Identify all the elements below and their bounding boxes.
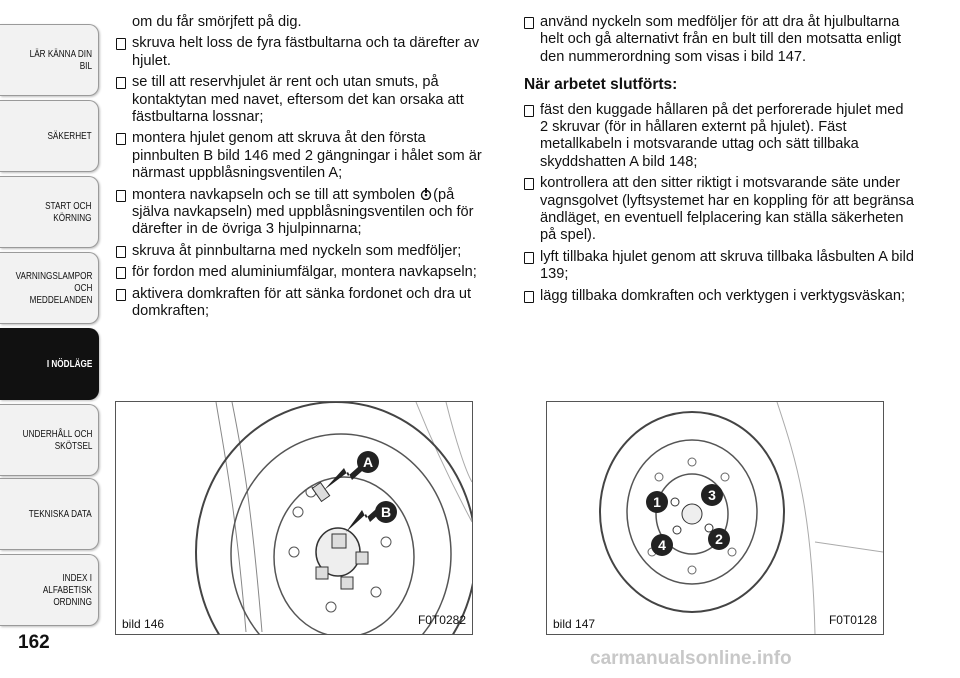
bolt-tightening-order-illustration — [547, 402, 883, 634]
checkbox-bullet-icon — [116, 133, 126, 145]
list-item: se till att reservhjulet är rent och utan smuts, på kontaktytan med navet, eftersom det kan orsaka att fästbultarna lossnar; — [116, 74, 486, 126]
wheel-mounting-illustration — [116, 402, 472, 634]
list-item: fäst den kuggade hållaren på det perforerade hjulet med 2 skruvar (för in hållaren externt på hjulet). Fäst metallkabeln i motsvarande uttag och sätt tillbaka skyddshatten A bild 148; — [524, 102, 914, 172]
list-item: lyft tillbaka hjulet genom att skruva tillbaka låsbulten A bild 139; — [524, 249, 914, 284]
tab-label: VARNINGSLAMPOR OCH MEDDELANDEN — [15, 270, 92, 306]
figure-caption: bild 147 — [553, 617, 596, 631]
list-item: använd nyckeln som medföljer för att dra åt hjulbultarna helt och gå alternativt från en bult till den motsatta enligt den nummerordning som visas i bild 147. — [524, 14, 914, 66]
page-number: 162 — [18, 632, 50, 653]
figure-147 — [546, 401, 884, 635]
tab-label: START OCH KÖRNING — [45, 200, 92, 224]
list-item: aktivera domkraften för att sänka fordonet och dra ut domkraften; — [116, 286, 486, 321]
continuation-text: om du får smörjfett på dig. — [132, 14, 302, 30]
figure-code: F0T0128 — [828, 613, 877, 627]
tab-underhall-och-skotsel[interactable] — [0, 404, 99, 476]
list-item: för fordon med aluminiumfälgar, montera navkapseln; — [116, 264, 486, 281]
callout-label: 1 — [653, 494, 661, 510]
tab-label: SÄKERHET — [47, 130, 92, 142]
checkbox-bullet-icon — [116, 289, 126, 301]
left-column — [116, 14, 486, 325]
tab-label: INDEX I ALFABETISK ORDNING — [42, 572, 92, 608]
watermark: carmanualsonline.info — [590, 648, 792, 669]
callout-label: 4 — [658, 537, 666, 553]
checkbox-bullet-icon — [524, 252, 534, 264]
section-heading: När arbetet slutförts: — [524, 76, 678, 94]
tab-label: I NÖDLÄGE — [46, 358, 92, 370]
tab-tekniska-data[interactable] — [0, 478, 99, 550]
wheel-valve-icon — [419, 188, 433, 200]
callout-label: 3 — [708, 487, 716, 503]
list-item: kontrollera att den sitter riktigt i motsvarande säte under vagnsgolvet (lyftsystemet har en koppling för att begränsa ändläget, en eventuell felplacering kan ställa säkerheten på spel). — [524, 175, 914, 245]
list-item: montera hjulet genom att skruva åt den första pinnbulten B bild 146 med 2 gängningar i hålet som är närmast uppblåsningsventilen A; — [116, 130, 486, 182]
checkbox-bullet-icon — [116, 77, 126, 89]
figure-code: F0T0282 — [417, 613, 466, 627]
list-item: montera navkapseln och se till att symbolen (på själva navkapseln) med uppblåsningsventilen och för därefter in de övriga 3 hjulpinnarna; — [116, 187, 486, 239]
callout-label: 2 — [715, 531, 723, 547]
checkbox-bullet-icon — [524, 291, 534, 303]
chapter-tabs — [0, 0, 101, 678]
checkbox-bullet-icon — [524, 178, 534, 190]
tab-i-nodlage[interactable] — [0, 328, 99, 400]
checkbox-bullet-icon — [116, 267, 126, 279]
checkbox-bullet-icon — [116, 38, 126, 50]
checkbox-bullet-icon — [524, 105, 534, 117]
list-item: lägg tillbaka domkraften och verktygen i verktygsväskan; — [524, 288, 914, 305]
tab-varningslampor[interactable] — [0, 252, 99, 324]
callout-label: A — [362, 454, 374, 470]
checkbox-bullet-icon — [116, 246, 126, 258]
tab-sakerhet[interactable] — [0, 100, 99, 172]
checkbox-bullet-icon — [524, 17, 534, 29]
figure-146 — [115, 401, 473, 635]
tab-lar-kanna-din-bil[interactable] — [0, 24, 99, 96]
figure-caption: bild 146 — [122, 617, 165, 631]
tab-label: LÄR KÄNNA DIN BIL — [29, 48, 93, 72]
checkbox-bullet-icon — [116, 190, 126, 202]
tab-start-och-korning[interactable] — [0, 176, 99, 248]
list-item: skruva helt loss de fyra fästbultarna och ta därefter av hjulet. — [116, 35, 486, 70]
right-column — [524, 14, 914, 309]
tab-index[interactable] — [0, 554, 99, 626]
tab-label: UNDERHÅLL OCH SKÖTSEL — [22, 428, 92, 452]
callout-label: B — [380, 504, 392, 520]
tab-label: TEKNISKA DATA — [29, 508, 92, 520]
list-item: skruva åt pinnbultarna med nyckeln som medföljer; — [116, 243, 486, 260]
